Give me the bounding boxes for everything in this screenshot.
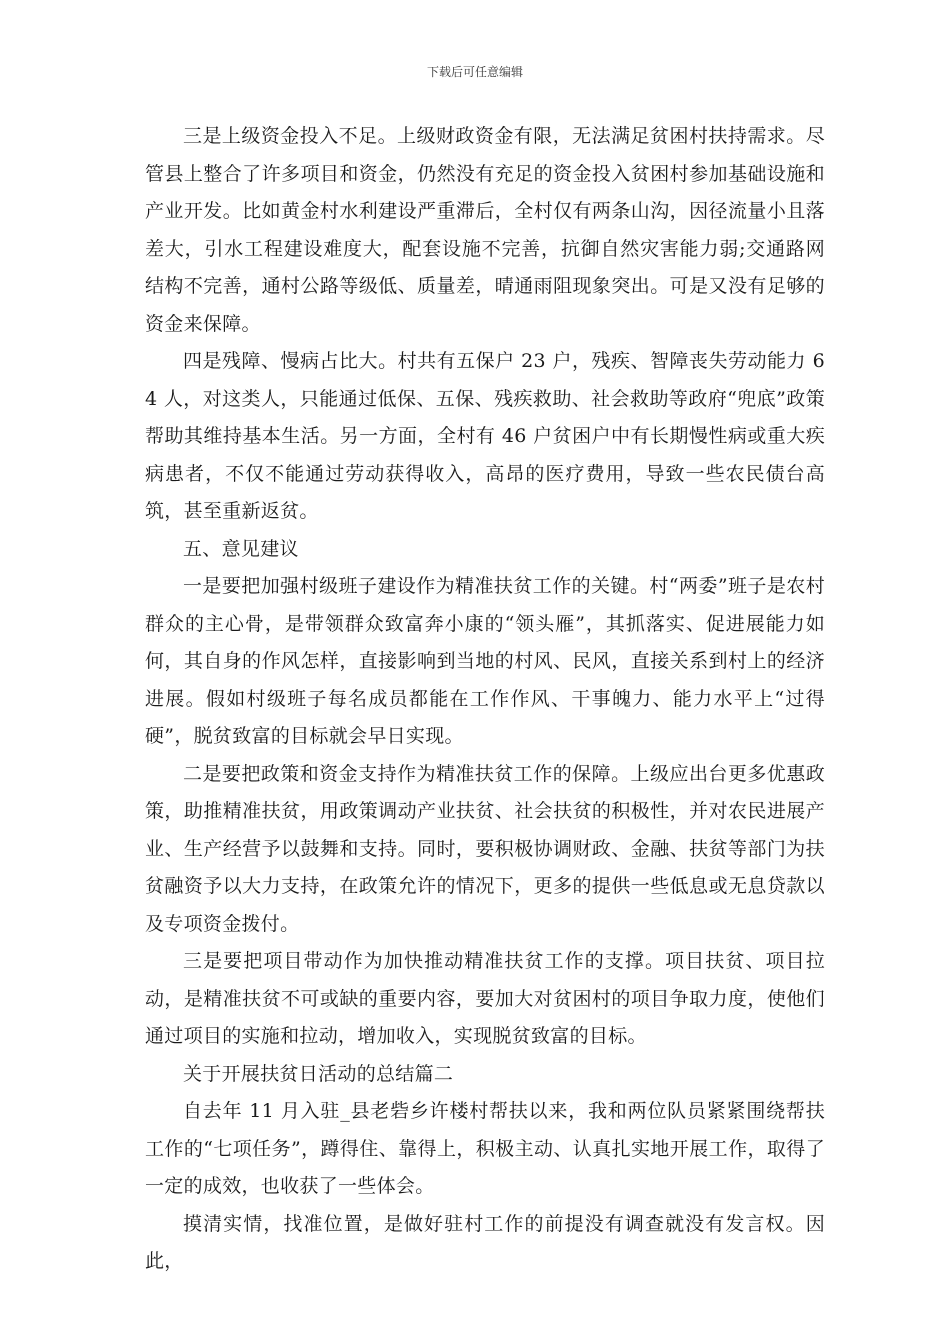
paragraph-village-leadership: 一是要把加强村级班子建设作为精准扶贫工作的关键。村“两委”班子是农村群众的主心骨，是带领群众致富奔小康的“领头雁”，其抓落实、促进展能力如何，其自身的作风怎样，直接影响到当地的村风、民风，直接关系到村上的经济进展。假如村级班子每名成员都能在工作作风、干事魄力、能力水平上“过得硬”，脱贫致富的目标就会早日实现。 [145,575,825,747]
paragraph-residency-intro: 自去年 11 月入驻_县老砦乡许楼村帮扶以来，我和两位队员紧紧围绕帮扶工作的“七项任务”，蹲得住、靠得上，积极主动、认真扎实地开展工作，取得了一定的成效，也收获了一些体会。 [145,1100,825,1197]
paragraph-investigation: 摸清实情，找准位置，是做好驻村工作的前提没有调查就没有发言权。因此， [145,1212,825,1272]
paragraph-policy-funding: 二是要把政策和资金支持作为精准扶贫工作的保障。上级应出台更多优惠政策，助推精准扶贫，用政策调动产业扶贫、社会扶贫的积极性，并对农民进展产业、生产经营予以鼓舞和支持。同时，要积极协调财政、金融、扶贫等部门为扶贫融资予以大力支持，在政策允许的情况下，更多的提供一些低息或无息贷款以及专项资金拨付。 [145,762,825,935]
paragraph-project-driven: 三是要把项目带动作为加快推动精准扶贫工作的支撑。项目扶贫、项目拉动，是精准扶贫不可或缺的重要内容，要加大对贫困村的项目争取力度，使他们通过项目的实施和拉动，增加收入，实现脱贫致富的目标。 [145,950,825,1047]
page-header: 下载后可任意编辑 [426,65,523,79]
document-body [145,118,825,1281]
paragraph-funding-shortage: 三是上级资金投入不足。上级财政资金有限，无法满足贫困村扶持需求。尽管县上整合了许多项目和资金，仍然没有充足的资金投入贫困村参加基础设施和产业开发。比如黄金村水利建设严重滞后，全村仅有两条山沟，因径流量小且落差大，引水工程建设难度大，配套设施不完善，抗御自然灾害能力弱;交通路网结构不完善，通村公路等级低、质量差，晴通雨阻现象突出。可是又没有足够的资金来保障。 [145,125,825,335]
section-heading-part-two: 关于开展扶贫日活动的总结篇二 [183,1062,454,1085]
paragraph-disability-illness: 四是残障、慢病占比大。村共有五保户 23 户，残疾、智障丧失劳动能力 64 人，对这类人，只能通过低保、五保、残疾救助、社会救助等政府“兜底”政策帮助其维持基本生活。另一方面，全村有 46 户贫困户中有长期慢性病或重大疾病患者，不仅不能通过劳动获得收入，高昂的医疗费用，导致一些农民债台高筑，甚至重新返贫。 [145,350,825,522]
section-heading-suggestions: 五、意见建议 [183,537,299,560]
